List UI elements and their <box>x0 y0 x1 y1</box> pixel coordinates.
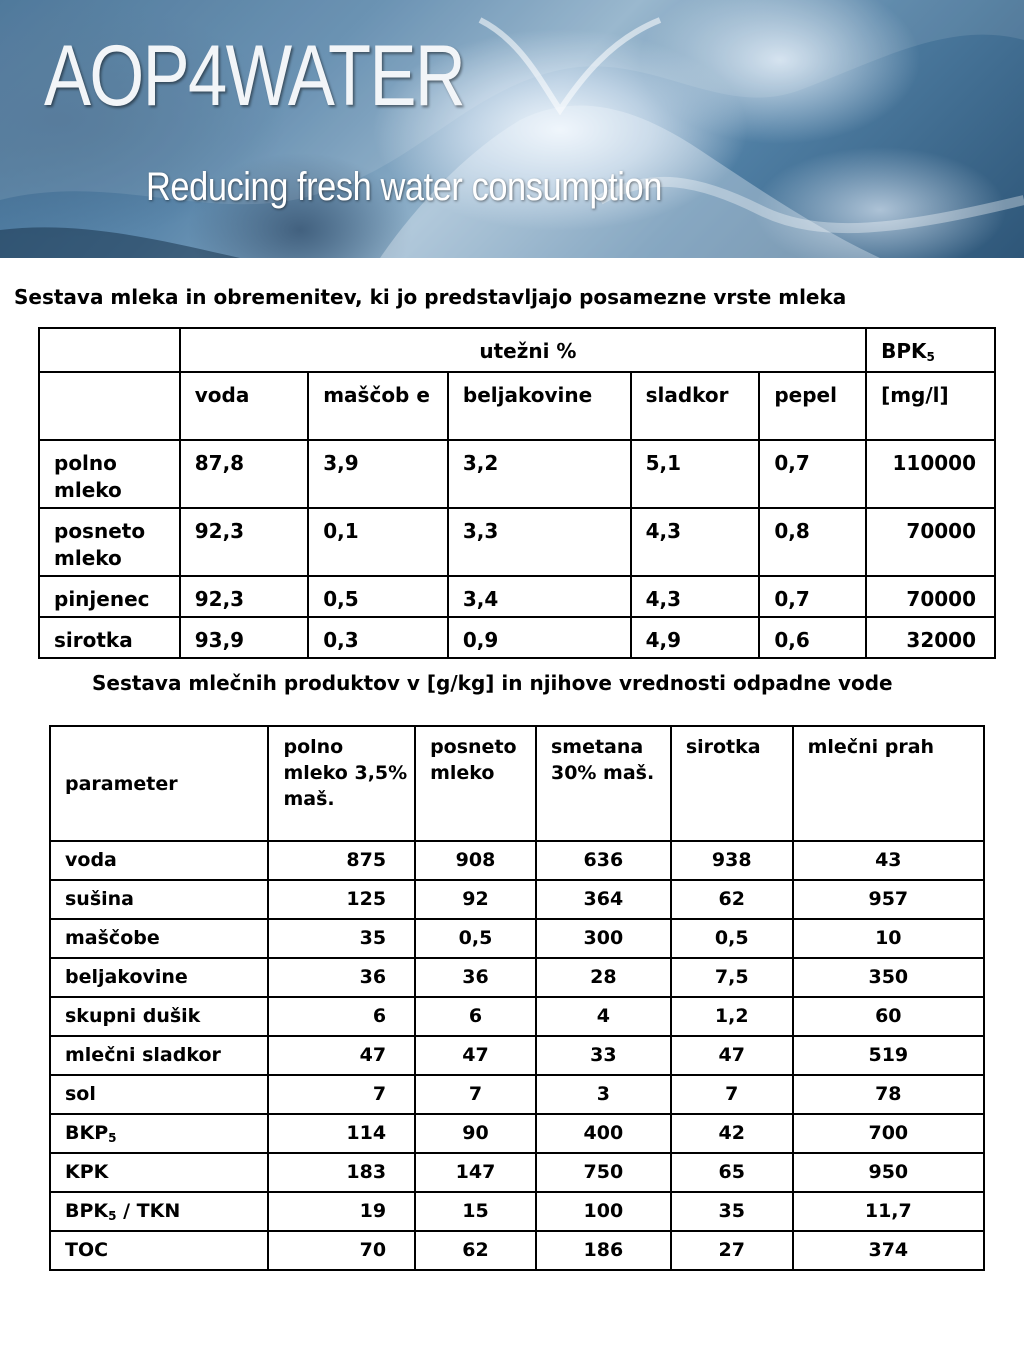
row-label: sol <box>50 1075 268 1114</box>
table-row <box>50 1075 984 1114</box>
table-cell: 90 <box>415 1114 536 1153</box>
row-label-subscript: 5 <box>108 1209 117 1223</box>
row-label <box>50 1114 268 1153</box>
table-cell: 186 <box>536 1231 671 1270</box>
row-label-text: BPK <box>65 1200 109 1222</box>
table-cell: 0,7 <box>759 576 866 617</box>
table1-column-row <box>39 372 995 440</box>
table-cell: 36 <box>268 958 415 997</box>
table-cell: 100 <box>536 1192 671 1231</box>
table-cell: 908 <box>415 841 536 880</box>
table-cell: 374 <box>793 1231 984 1270</box>
table-cell: 110000 <box>866 440 995 508</box>
column-header: smetana 30% maš. <box>536 726 671 841</box>
table-cell: 0,5 <box>308 576 448 617</box>
table-cell: 3,4 <box>448 576 631 617</box>
column-header: polno mleko 3,5% maš. <box>268 726 415 841</box>
table-cell: 47 <box>415 1036 536 1075</box>
row-label: voda <box>50 841 268 880</box>
table-cell: 125 <box>268 880 415 919</box>
table-row <box>39 576 995 617</box>
table-row <box>39 440 995 508</box>
column-header: mlečni prah <box>793 726 984 841</box>
table-cell: 70000 <box>866 508 995 576</box>
table-row <box>50 1153 984 1192</box>
table-cell: 27 <box>671 1231 793 1270</box>
table-cell: 35 <box>268 919 415 958</box>
table-cell: 62 <box>671 880 793 919</box>
table-cell: 47 <box>268 1036 415 1075</box>
table-cell: 93,9 <box>180 617 308 658</box>
table-cell: 7 <box>268 1075 415 1114</box>
table-cell: 400 <box>536 1114 671 1153</box>
table-cell: 0,5 <box>415 919 536 958</box>
table-row <box>50 1192 984 1231</box>
table-cell: 0,1 <box>308 508 448 576</box>
table-cell: 87,8 <box>180 440 308 508</box>
table-cell: 42 <box>671 1114 793 1153</box>
table-cell: 92 <box>415 880 536 919</box>
table-cell: 3,2 <box>448 440 631 508</box>
table-cell: 950 <box>793 1153 984 1192</box>
row-label: pinjenec <box>39 576 180 617</box>
table-cell: 47 <box>671 1036 793 1075</box>
table-cell: 92,3 <box>180 576 308 617</box>
table-cell: 92,3 <box>180 508 308 576</box>
table-cell: 6 <box>415 997 536 1036</box>
row-label-text: BKP <box>65 1122 109 1144</box>
table-cell: 636 <box>536 841 671 880</box>
table-cell: 3 <box>536 1075 671 1114</box>
table-cell: 19 <box>268 1192 415 1231</box>
banner <box>0 0 1024 258</box>
table-cell: 0,6 <box>759 617 866 658</box>
table-cell-empty <box>39 328 180 372</box>
row-label: KPK <box>50 1153 268 1192</box>
table-cell: 1,2 <box>671 997 793 1036</box>
table-cell: 6 <box>268 997 415 1036</box>
column-header: parameter <box>50 726 268 841</box>
table-cell: 35 <box>671 1192 793 1231</box>
column-header: [mg/l] <box>866 372 995 440</box>
table-cell: 0,9 <box>448 617 631 658</box>
table-cell: 0,3 <box>308 617 448 658</box>
table-cell: 519 <box>793 1036 984 1075</box>
row-label-suffix: / TKN <box>116 1200 181 1222</box>
row-label: TOC <box>50 1231 268 1270</box>
table-cell: 4,3 <box>631 508 760 576</box>
table-cell: 15 <box>415 1192 536 1231</box>
table-cell: 7,5 <box>671 958 793 997</box>
banner-title: AOP4WATER <box>44 28 465 124</box>
table2-header-row <box>50 726 984 841</box>
table-cell: 147 <box>415 1153 536 1192</box>
table-cell: 43 <box>793 841 984 880</box>
table-cell: 7 <box>415 1075 536 1114</box>
table-cell: 183 <box>268 1153 415 1192</box>
table-row <box>50 958 984 997</box>
row-label-subscript: 5 <box>108 1131 117 1145</box>
table-row <box>50 1114 984 1153</box>
table-cell: 32000 <box>866 617 995 658</box>
column-header: posneto mleko <box>415 726 536 841</box>
column-header: voda <box>180 372 308 440</box>
table-cell: 957 <box>793 880 984 919</box>
table-cell: 60 <box>793 997 984 1036</box>
table-cell: 62 <box>415 1231 536 1270</box>
row-label: polno mleko <box>39 440 180 508</box>
row-label <box>50 1192 268 1231</box>
table1-heading: Sestava mleka in obremenitev, ki jo predstavljajo posamezne vrste mleka <box>14 285 847 309</box>
table-row <box>50 841 984 880</box>
bpk-label: BPK <box>881 339 927 363</box>
row-label: sušina <box>50 880 268 919</box>
column-header: beljakovine <box>448 372 631 440</box>
table-cell: 11,7 <box>793 1192 984 1231</box>
table-cell: 350 <box>793 958 984 997</box>
table-cell: 4,3 <box>631 576 760 617</box>
table-cell: 700 <box>793 1114 984 1153</box>
table-row <box>39 508 995 576</box>
row-label: skupni dušik <box>50 997 268 1036</box>
dairy-products-table <box>49 725 985 1271</box>
row-label: posneto mleko <box>39 508 180 576</box>
table-row <box>50 997 984 1036</box>
table-row <box>50 919 984 958</box>
column-header: pepel <box>759 372 866 440</box>
table-row <box>50 880 984 919</box>
column-header: sirotka <box>671 726 793 841</box>
column-header: sladkor <box>631 372 760 440</box>
table-cell: 33 <box>536 1036 671 1075</box>
table-cell: 70000 <box>866 576 995 617</box>
bpk-subscript: 5 <box>926 350 935 364</box>
table-cell: 10 <box>793 919 984 958</box>
table-cell-empty <box>39 372 180 440</box>
table-cell: 3,9 <box>308 440 448 508</box>
table-cell: 0,8 <box>759 508 866 576</box>
table-cell: 28 <box>536 958 671 997</box>
table-cell: 0,5 <box>671 919 793 958</box>
table-row <box>50 1231 984 1270</box>
table-cell: 938 <box>671 841 793 880</box>
table-cell: 875 <box>268 841 415 880</box>
table-cell: 65 <box>671 1153 793 1192</box>
table-row <box>50 1036 984 1075</box>
table-cell: 36 <box>415 958 536 997</box>
row-label: mlečni sladkor <box>50 1036 268 1075</box>
table1-group-row <box>39 328 995 372</box>
banner-subtitle: Reducing fresh water consumption <box>146 165 662 209</box>
table-cell: 4 <box>536 997 671 1036</box>
table-cell: 4,9 <box>631 617 760 658</box>
table-cell: 750 <box>536 1153 671 1192</box>
row-label: sirotka <box>39 617 180 658</box>
table2-heading: Sestava mlečnih produktov v [g/kg] in njihove vrednosti odpadne vode <box>92 671 893 695</box>
table-cell: 3,3 <box>448 508 631 576</box>
row-label: maščobe <box>50 919 268 958</box>
group-header-utezni: utežni % <box>180 328 866 372</box>
table-cell: 78 <box>793 1075 984 1114</box>
table-cell: 114 <box>268 1114 415 1153</box>
row-label: beljakovine <box>50 958 268 997</box>
bpk-header <box>866 328 995 372</box>
table-cell: 5,1 <box>631 440 760 508</box>
table-cell: 0,7 <box>759 440 866 508</box>
table-row <box>39 617 995 658</box>
table-cell: 300 <box>536 919 671 958</box>
table-cell: 7 <box>671 1075 793 1114</box>
column-header: maščob e <box>308 372 448 440</box>
milk-composition-table <box>38 327 996 659</box>
table-cell: 364 <box>536 880 671 919</box>
table-cell: 70 <box>268 1231 415 1270</box>
